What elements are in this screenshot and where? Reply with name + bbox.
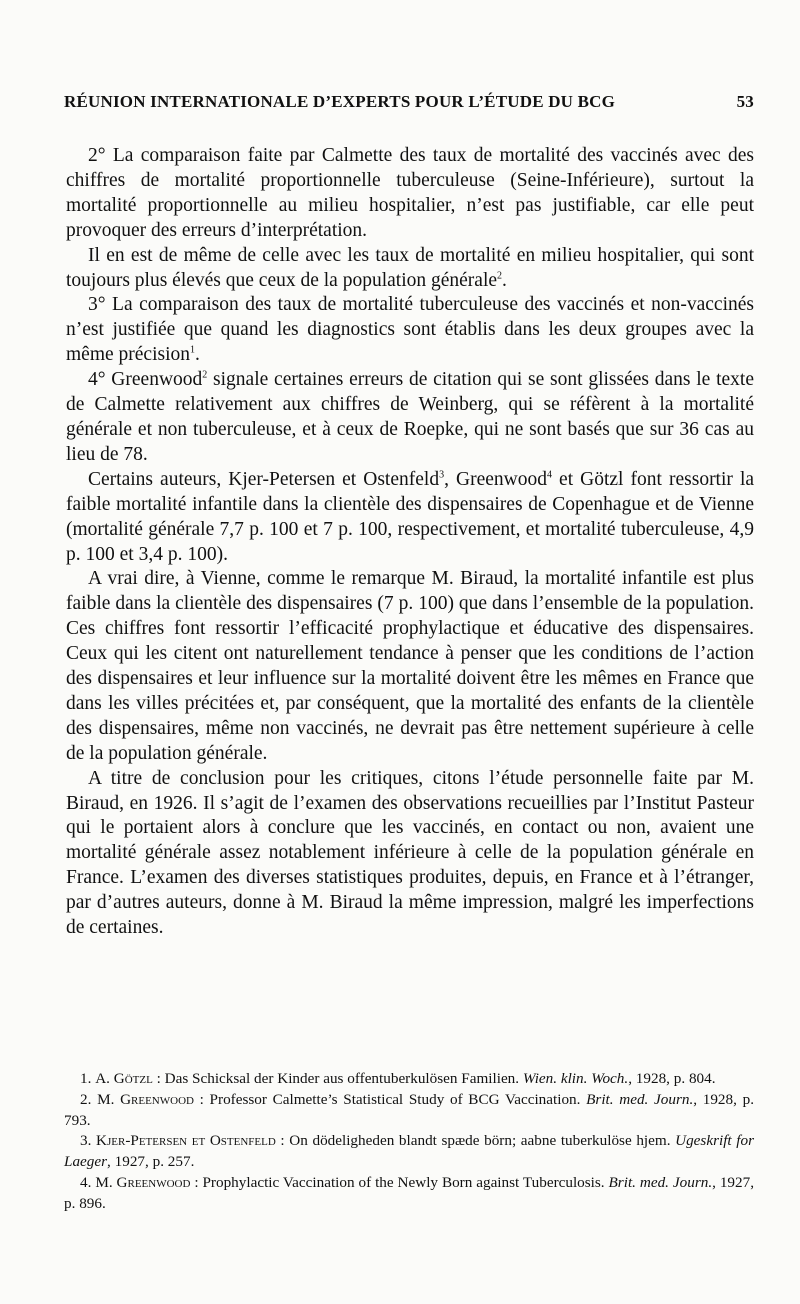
footnote-number: 4. bbox=[80, 1173, 92, 1191]
footnote-tail: , 1927, p. 257. bbox=[107, 1153, 195, 1171]
paragraph-text: A vrai dire, à Vienne, comme le remarque M. Biraud, la mortalité infantile est plus faible dans la clientèle des dispensaires (7 p. 100) que dans l’ensemble de la population. Ces chiffres font ressortir l’efficacité prophylactique et éducative des dispensaires. Ceux qui les citent ont naturellement tendance à penser que les conditions de l’action des dispensaires et leur influence sur la mortalité doivent être les mêmes en France que dans les villes précitées et, par conséquent, que la mortalité des enfants de la clientèle des dispensaires, même non vaccinés, ne devrait pas être nettement supérieure à celle de la population générale. bbox=[66, 568, 754, 764]
footnote-journal: Brit. med. Journ. bbox=[586, 1090, 694, 1108]
footnote-ref[interactable]: 4 bbox=[546, 469, 552, 481]
footnote-text: : Das Schicksal der Kinder aus offentuberkulösen Familien. bbox=[152, 1070, 523, 1087]
paragraph-text: A titre de conclusion pour les critiques, citons l’étude personnelle faite par M. Biraud, en 1926. Il s’agit de l’examen des observations recueillies par l’Institut Pasteur qui le portaient alors à conclure que les vaccinés, en contact ou non, avaient une mortalité générale assez notablement inférieure à celle de la population générale en France. L’examen des diverses statistiques produites, depuis, en France et à l’étranger, par d’autres auteurs, donne à M. Biraud la même impression, malgré les imperfections de certaines. bbox=[66, 767, 754, 939]
paragraph-text: 4° Greenwood bbox=[88, 369, 203, 391]
paragraph-hospital-mortality: Il en est de même de celle avec les taux de mortalité en milieu hospitalier, qui sont toujours plus élevés que ceux de la population générale$^2$. bbox=[66, 244, 754, 291]
footnote-number: 1. bbox=[80, 1070, 92, 1087]
paragraph-point-2 bbox=[66, 144, 754, 244]
footnote-ref[interactable]: 2 bbox=[202, 369, 208, 381]
running-title: RÉUNION INTERNATIONALE D’EXPERTS POUR L’ÉTUDE DU BCG bbox=[64, 92, 616, 111]
paragraph-text: et Götzl font ressortir la faible mortalité infantile dans la clientèle des dispensaires de Copenhague et de Vienne (mortalité générale 7,7 p. 100 et 7 p. 100, respectivement, et mortalité tuberculeuse, 4,9 p. 100 et 3,4 p. 100). bbox=[66, 468, 755, 565]
paragraph-authors bbox=[66, 468, 754, 568]
footnote-author: M. Greenwood bbox=[97, 1090, 194, 1108]
footnote-text: : On dödeligheden blandt spæde börn; aabne tuberkulöse hjem. bbox=[275, 1132, 676, 1150]
footnote-tail: , 1928, p. 804. bbox=[628, 1070, 716, 1087]
footnote-journal: Ugeskrift for Laeger bbox=[64, 1132, 755, 1171]
paragraph-text: 3° La comparaison des taux de mortalité tuberculeuse des vaccinés et non-vaccinés n’est justifiée que quand les diagnostics sont établis dans les deux groupes avec la même précision bbox=[66, 294, 754, 366]
footnote-journal: Wien. klin. Woch. bbox=[522, 1070, 629, 1087]
footnote-number: 3. bbox=[80, 1132, 92, 1150]
paragraph-text: , Greenwood bbox=[444, 468, 547, 490]
footnote-tail: , 1927, p. 896. bbox=[64, 1173, 755, 1212]
paragraph-conclusion bbox=[66, 767, 754, 941]
paragraph-text: signale certaines erreurs de citation qui se sont glissées dans le texte de Calmette relativement aux chiffres de Weinberg, qui se réfèrent à la mortalité générale et non tuberculeuse, et à ceux de Roepke, qui ne sont basés que sur 36 cas au lieu de 78. bbox=[66, 369, 754, 465]
footnote-journal: Brit. med. Journ. bbox=[608, 1173, 713, 1191]
footnote-number: 2. bbox=[80, 1090, 92, 1108]
page-number: 53 bbox=[736, 92, 754, 111]
footnote-text: : Prophylactic Vaccination of the Newly Born against Tuberculosis. bbox=[190, 1173, 609, 1191]
footnote-tail: , 1928, p. 793. bbox=[64, 1090, 754, 1129]
footnote-item bbox=[64, 1090, 754, 1132]
footnote-item bbox=[64, 1131, 754, 1173]
footnote-author: Kjer-Petersen et Ostenfeld bbox=[96, 1132, 276, 1150]
paragraph-text: 2° La comparaison faite par Calmette des taux de mortalité des vaccinés avec des chiffres de mortalité proportionnelle tuberculeuse (Seine-Inférieure), surtout la mortalité proportionnelle au milieu hospitalier, n’est pas justifiable, car elle peut provoquer des erreurs d’interprétation. bbox=[66, 145, 754, 241]
running-header bbox=[64, 92, 754, 112]
footnote-author: M. Greenwood bbox=[95, 1173, 191, 1191]
paragraph-text: Certains auteurs, Kjer-Petersen et Ostenfeld bbox=[88, 468, 440, 490]
paragraph-text: Il en est de même de celle avec les taux de mortalité en milieu hospitalier, qui sont toujours plus élevés que ceux de la population générale bbox=[66, 244, 754, 291]
body-text bbox=[66, 144, 754, 941]
footnote-item bbox=[64, 1069, 754, 1090]
paragraph-point-4 bbox=[66, 368, 754, 468]
footnote-item bbox=[64, 1173, 754, 1215]
paragraph-point-3: 3° La comparaison des taux de mortalité tuberculeuse des vaccinés et non-vaccinés n’est justifiée que quand les diagnostics sont établis dans les deux groupes avec la même précision$^1$. bbox=[66, 294, 754, 366]
footnote-ref[interactable]: 3 bbox=[439, 469, 445, 481]
footnote-ref[interactable]: 2 bbox=[497, 270, 503, 282]
footnote-ref[interactable]: 1 bbox=[190, 344, 195, 356]
paragraph-vienne bbox=[66, 567, 754, 766]
footnote-text: : Professor Calmette’s Statistical Study of BCG Vaccination. bbox=[193, 1090, 587, 1108]
footnotes bbox=[64, 1069, 754, 1215]
footnote-author: A. Götzl bbox=[95, 1070, 153, 1087]
